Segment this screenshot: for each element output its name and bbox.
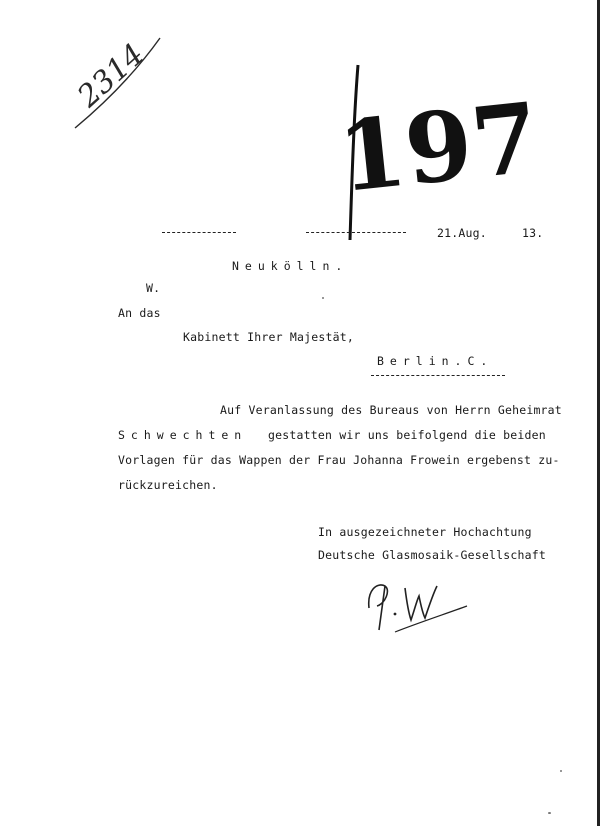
body-line-2: gestatten wir uns beifolgend die beiden: [268, 428, 546, 442]
letter-year: 13.: [522, 226, 544, 240]
letter-date: 21.Aug.: [437, 226, 487, 240]
body-line-4: rückzureichen.: [118, 478, 218, 492]
recipient-city: Berlin.C.: [377, 354, 494, 368]
recipient-city-underline: [371, 375, 505, 376]
sender-place: Neukölln.: [232, 259, 349, 273]
scan-speck: [548, 812, 551, 814]
file-number-text: 197: [333, 80, 545, 215]
recipient-prefix: An das: [118, 306, 161, 320]
recipient-name: Kabinett Ihrer Majestät,: [183, 330, 354, 344]
handwritten-margin-number: [55, 28, 165, 133]
header-dash-left: [162, 232, 236, 233]
handwritten-signature: [355, 570, 475, 640]
sender-district: W.: [146, 281, 161, 295]
scan-speck: [560, 770, 562, 772]
closing-company: Deutsche Glasmosaik-Gesellschaft: [318, 548, 546, 562]
body-line-3: Vorlagen für das Wappen der Frau Johanna Frowein ergebenst zu-: [118, 453, 560, 467]
margin-number-text: 2314: [71, 37, 152, 115]
body-name-schwechten: Schwechten: [118, 428, 248, 442]
body-line-1: Auf Veranlassung des Bureaus von Herrn Geheimrat: [220, 403, 562, 417]
closing-line-1: In ausgezeichneter Hochachtung: [318, 525, 532, 539]
scan-speck: [322, 297, 324, 299]
header-dash-right: [306, 232, 406, 233]
